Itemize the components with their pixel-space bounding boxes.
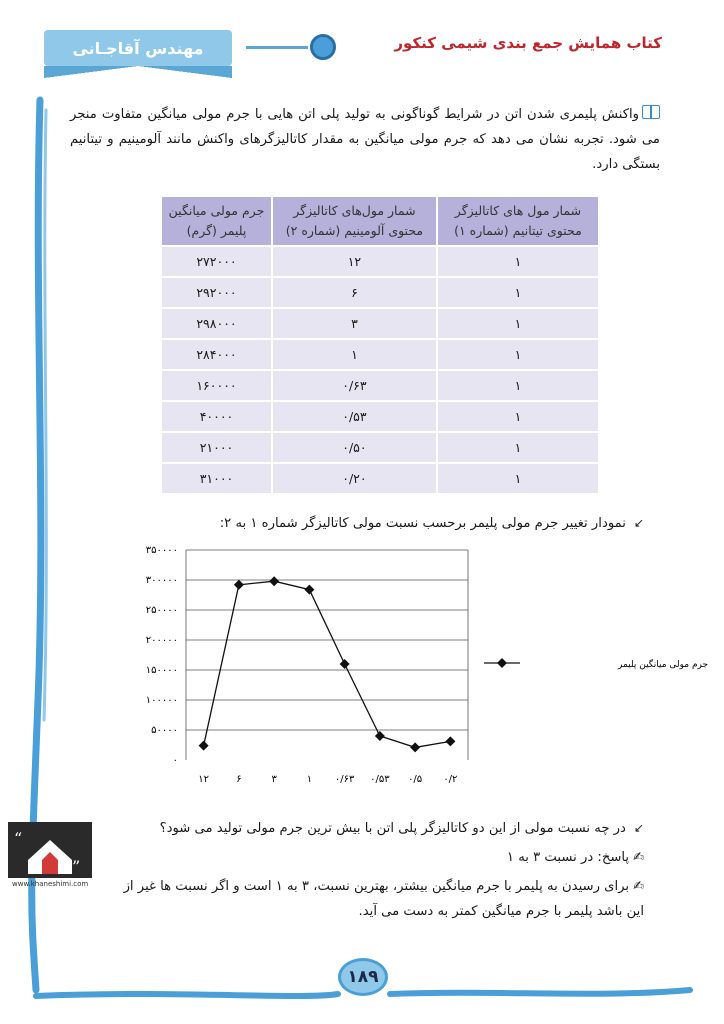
x-tick-label: ۰/۵ [408,774,423,785]
chart-heading-text: نمودار تغییر جرم مولی پلیمر برحسب نسبت مولی کاتالیزگر شماره ۱ به ۲: [219,516,626,531]
table-cell: ۳۱۰۰۰ [161,463,272,494]
intro-paragraph [70,102,660,177]
table-cell: ۴۰۰۰۰ [161,401,272,432]
data-point [234,580,244,590]
page-number-badge [338,958,388,996]
answer-line [507,850,644,865]
table-cell: ۱ [437,246,599,277]
x-tick-label: ۰/۲ [443,774,458,785]
table-cell: ۲۸۴۰۰۰ [161,339,272,370]
table-row [161,432,599,463]
data-point [269,576,279,586]
table-row [161,246,599,277]
svg-text:“: “ [14,829,23,848]
legend-label: جرم مولی میانگین پلیمر [618,660,709,670]
table-cell: ۶ [272,277,437,308]
y-tick-label: ۵۰۰۰۰ [151,725,178,736]
arrow-icon: ↙ [633,821,644,835]
table-cell: ۲۱۰۰۰ [161,432,272,463]
table-row [161,463,599,494]
table-row [161,401,599,432]
data-point [445,736,455,746]
table-cell: ۱۶۰۰۰۰ [161,370,272,401]
series-line [204,581,451,747]
table-row [161,308,599,339]
page-number: ۱۸۹ [347,967,379,987]
table-cell: ۰/۵۳ [272,401,437,432]
chart-grid [186,550,468,760]
intro-text: واکنش پلیمری شدن اتن در شرایط گوناگونی به تولید پلی اتن هایی با جرم مولی میانگین متفاوت منجر می شود. تجربه نشان می دهد که جرم مولی میانگین به مقدار کاتالیزگرهای واکنش مانند آلومینیم و تیتانیم بستگی دارد. [70,107,660,172]
answer-text: پاسخ: در نسبت ۳ به ۱ [506,850,630,865]
table-cell: ۳ [272,308,437,339]
table-cell: ۱ [437,308,599,339]
table-cell: ۱۲ [272,246,437,277]
y-tick-label: ۳۰۰۰۰۰ [145,575,178,586]
x-tick-label: ۰/۵۳ [370,774,390,785]
y-tick-label: ۲۵۰۰۰۰ [145,605,178,616]
author-name: مهندس آقاجـانی [72,38,204,58]
x-tick-label: ۰/۶۳ [334,774,355,785]
table-row [161,370,599,401]
table-cell: ۲۹۸۰۰۰ [161,308,272,339]
data-point [375,731,385,741]
book-icon [642,105,660,119]
question-line [160,821,644,836]
table-header-row [161,196,599,246]
catalyst-data-table [160,195,600,495]
y-tick-label: ۱۵۰۰۰۰ [145,665,178,676]
explanation-line [104,874,644,924]
author-banner [44,30,232,66]
table-cell: ۰/۶۳ [272,370,437,401]
header-molar-mass: جرم مولی میانگین پلیمر (گرم) [161,196,272,246]
header-titanium: شمار مول های کاتالیزگر محتوی تیتانیم (شماره ۱) [437,196,599,246]
question-text: در چه نسبت مولی از این دو کاتالیزگر پلی اتن با بیش ترین جرم مولی تولید می شود؟ [159,821,626,836]
pencil-icon: ✍ [633,879,644,894]
header-aluminium: شمار مول‌های کاتالیزگر محتوی آلومینیم (شماره ۲) [272,196,437,246]
table-row [161,339,599,370]
y-tick-label: ۲۰۰۰۰۰ [145,635,178,646]
table-cell: ۲۹۲۰۰۰ [161,277,272,308]
x-tick-label: ۶ [236,774,242,785]
chart-y-ticks [146,545,178,766]
table-cell: ۰/۵۰ [272,432,437,463]
chart-heading [220,516,644,531]
x-tick-label: ۱ [306,774,313,785]
x-tick-label: ۳ [271,774,277,785]
header-circle-icon [310,34,336,60]
table-cell: ۱ [437,463,599,494]
logo-url: www.khaneshimi.com [12,880,89,888]
pencil-icon: ✍ [633,850,644,865]
table-row [161,277,599,308]
table-cell: ۱ [437,401,599,432]
book-title: کتاب همایش جمع بندی شیمی کنکور [394,34,662,52]
y-tick-label: ۳۵۰۰۰۰ [145,545,178,556]
table-cell: ۲۷۲۰۰۰ [161,246,272,277]
legend-marker [497,658,507,668]
table-cell: ۱ [437,339,599,370]
data-point [410,742,420,752]
data-point [340,659,350,669]
table-cell: ۰/۲۰ [272,463,437,494]
data-point [199,741,209,751]
y-tick-label: ۱۰۰۰۰۰ [145,695,178,706]
arrow-icon: ↙ [633,516,644,530]
data-point [304,585,314,595]
chart-x-ticks [198,774,457,785]
table-cell: ۱ [437,277,599,308]
y-tick-label: ۰ [172,755,178,766]
chart-legend [484,658,708,670]
explanation-text: برای رسیدن به پلیمر با جرم میانگین بیشتر، بهترین نسبت، ۳ به ۱ است و اگر نسبت ها غیر از این باشد پلیمر با جرم میانگین کمتر به دست می آید. [123,879,644,919]
table-cell: ۱ [437,432,599,463]
x-tick-label: ۱۲ [198,774,209,785]
table-cell: ۱ [437,370,599,401]
chart-series [199,576,456,752]
molar-mass-chart [118,538,709,788]
svg-text:”: ” [72,857,81,876]
table-cell: ۱ [272,339,437,370]
header-divider [246,46,308,49]
